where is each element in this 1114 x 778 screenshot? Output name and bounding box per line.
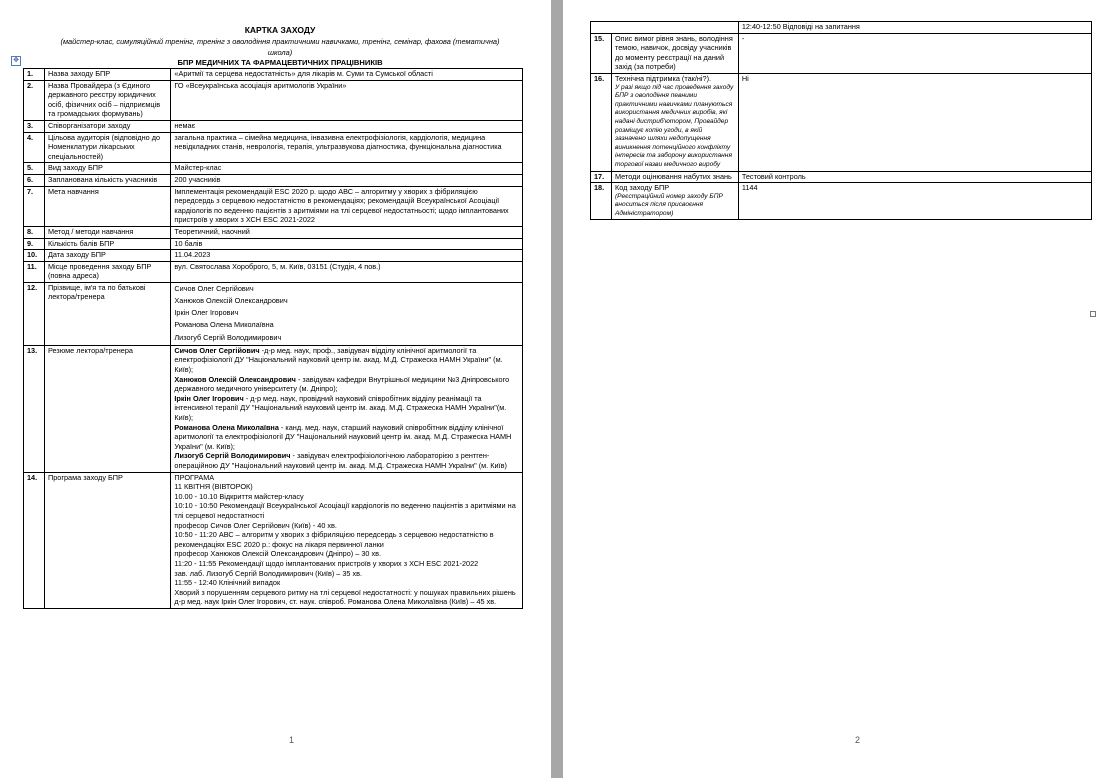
program-line: зав. лаб. Лизогуб Сергій Володимирович (Київ) – 35 хв. [174,568,363,578]
row-number: 13. [24,345,45,472]
row-label [611,171,738,183]
row-value: Тестовий контроль [738,171,1091,183]
table-row [24,472,523,608]
row-number: 9. [24,238,45,250]
resume-description: - д-р мед. наук, провідний науковий співробітник відділу реанімації та інтенсивної терапії ДУ "Національний науковий центр ім. акад. М.Д. Стражеска НАМН України"(м. Київ); [174,393,507,423]
row-label: Назва Провайдера (з Єдиного державного реєстру юридичних осіб, фізичних осіб – підприємців та громадських формувань) [44,80,170,120]
empty-cell [591,22,739,34]
row-value: Теоретичний, наочний [171,226,523,238]
program-line: 10:50 - 11:20 АВС – алгоритм у хворих з фібриляцією передсердь з серцевою недостатністю в рекомендаціях ESC 2020 р.: фокус на лікаря первинної ланки [174,530,494,549]
program-line: д-р мед. наук Іркін Олег Ігорович, ст. наук. співроб. Романова Олена Миколаївна (Київ) – 45 хв. [174,597,497,607]
table-move-handle-icon[interactable]: ✥ [11,56,21,66]
row-label: Запланована кількість учасників [44,174,170,186]
resume-description: - канд. мед. наук, старший науковий співробітник відділу клінічної аритмології та електрофізіології ДУ "Національний науковий центр ім. акад. М.Д. Стражеска НАМН України" (м. Київ); [174,422,512,451]
resume-name: Лизогуб Сергій Володимирович [174,451,291,461]
lecturer-name: Романова Олена Миколаївна [174,320,274,330]
row-label-text: Технічна підтримка (так/ні?). [614,73,712,83]
program-content [171,472,523,608]
table-row [24,174,523,186]
row-value: 1144 [738,183,1091,220]
program-line: професор Ханюков Олексій Олександрович (Дніпро) – 30 хв. [174,549,382,559]
resume-entry [174,346,519,375]
row-number: 18. [591,183,612,220]
program-line: 10:10 - 10:50 Рекомендації Всеукраїнської Асоціації кардіологів по веденню пацієнтів з аритміями на тлі серцевої недостатності [174,501,516,520]
row-label: Прізвище, ім'я та по батькові лектора/тренера [44,282,170,345]
resume-entry [174,394,519,423]
resume-entry [174,423,519,452]
row-value: - [738,33,1091,73]
table-row [24,186,523,226]
program-line: 10.00 - 10.10 Відкриття майстер-класу [174,491,304,501]
row-value: немає [171,120,523,132]
lecturer-name: Сичов Олег Сергійович [174,283,254,293]
resume-name: Романова Олена Миколаївна [174,422,279,432]
row-number: 6. [24,174,45,186]
resume-entry [174,375,519,394]
table-row [24,238,523,250]
program-line: ПРОГРАМА [174,472,215,482]
row-label: Метод / методи навчання [44,226,170,238]
table-row [24,132,523,163]
page-2 [563,0,1114,778]
row-value: Майстер-клас [171,163,523,175]
table-row [24,80,523,120]
row-value: 11.04.2023 [171,250,523,262]
program-line: 11:55 - 12:40 Клінічний випадок [174,578,281,588]
table-row [24,250,523,262]
row-label: Резюме лектора/тренера [44,345,170,472]
event-card-table-continued [590,21,1092,220]
row-number: 3. [24,120,45,132]
row-label: Дата заходу БПР [44,250,170,262]
row-note: У разі якщо під час проведення заходу БПР з оволодіння певними практичними навичками плануються використання медичних виробів, які надані дистриб'ютором, Провайдер розміщує копію угоди, в якій зазначено шляхи недопущення виникнення потенційного конфлікту інтересів та заборону використання торгової назви медичного виробу [614,83,734,168]
document-title: КАРТКА ЗАХОДУ [244,25,316,35]
row-number: 7. [24,186,45,226]
lecturer-name: Ханюков Олексій Олександрович [174,296,288,306]
lecturer-resumes [171,345,523,472]
table-resize-handle-icon[interactable] [1090,311,1096,317]
row-label [611,33,738,73]
row-label: Мета навчання [44,186,170,226]
resume-name: Ханюков Олексій Олександрович [174,374,296,384]
row-label: Вид заходу БПР [44,163,170,175]
row-value: Ні [738,73,1091,171]
row-number: 4. [24,132,45,163]
table-row [24,345,523,472]
resume-entry [174,451,519,470]
table-row [24,261,523,282]
table-row [591,73,1092,171]
table-row-continued [591,22,1092,34]
resume-description: - завідувач електрофізіологічною лабораторією з рентген-операційною ДУ "Національний науковий центр ім. акад. М.Д. Стражеска НАМН України" (м. Київ) [174,451,507,471]
row-value: 200 учасників [171,174,523,186]
row-number: 14. [24,472,45,608]
row-label: Місце проведення заходу БПР (повна адреса) [44,261,170,282]
event-card-table [23,68,523,609]
row-label: Програма заходу БПР [44,472,170,608]
row-number: 11. [24,261,45,282]
row-value: загальна практика – сімейна медицина, інвазивна електрофізіологія, кардіологія, медицина невідкладних станів, неврологія, терапія, ультразвукова діагностика, функціональна діагностика [171,132,523,163]
page-number: 2 [855,735,861,745]
row-number: 10. [24,250,45,262]
table-row [591,171,1092,183]
page-1 [0,0,551,778]
page-number: 1 [289,735,295,745]
resume-description: -д-р мед. наук, проф., завідувач відділу клінічної аритмології та електрофізіології ДУ "Національний науковий центр ім. акад. М.Д. Стражеска НАМН України" (м. Київ); [174,345,503,375]
row-value: Імплементація рекомендацій ESC 2020 р. щодо АВС – алгоритму у хворих з фібриляцією передсердь з серцевою недостатністю в рекомендаціях; рекомендацій Всеукраїнської Асоціації кардіологів по веденню пацієнтів з аритміями на тлі серцевої недостатньості; щодо імплантованих пристроїв у хворих з ХСН ESC 2021-2022 [171,186,523,226]
row-number: 8. [24,226,45,238]
row-label: Кількість балів БПР [44,238,170,250]
section-title: БПР МЕДИЧНИХ ТА ФАРМАЦЕВТИЧНИХ ПРАЦІВНИКІВ [177,58,383,67]
row-label: Співорганізатори заходу [44,120,170,132]
continued-program-line: 12:40-12:50 Відповіді на запитання [738,22,1091,34]
row-note: (Реєстраційний номер заходу БПР вноситься після присвоєння Адміністратором) [614,192,723,217]
row-number: 12. [24,282,45,345]
table-row [24,163,523,175]
row-label [611,183,738,220]
row-value: ГО «Всеукраїнська асоціація аритмологів України» [171,80,523,120]
row-label: Назва заходу БПР [44,69,170,81]
resume-name: Сичов Олег Сергійович [174,345,260,355]
row-label-text: Опис вимог рівня знань, володіння темою, навичок, досвіду учасників до моменту реєстрації на даний захід (за потреби) [614,33,733,72]
row-value: «Аритмії та серцева недостатність» для лікарів м. Суми та Сумської області [171,69,523,81]
row-number: 15. [591,33,612,73]
program-line: 11 КВІТНЯ (ВІВТОРОК) [174,482,253,492]
program-line: Хворий з порушенням серцевого ритму на тлі серцевої недостатності: у пошуках правильних рішень [174,587,516,597]
resume-name: Іркін Олег Ігорович [174,393,244,403]
lecturer-names [171,282,523,345]
row-number: 16. [591,73,612,171]
row-label: Цільова аудиторія (відповідно до Номенклатури лікарських спеціальностей) [44,132,170,163]
table-row [24,226,523,238]
row-number: 1. [24,69,45,81]
table-row [24,120,523,132]
table-row [591,33,1092,73]
table-row [591,183,1092,220]
row-number: 17. [591,171,612,183]
lecturer-name: Іркін Олег Ігорович [174,308,239,318]
resume-description: - завідувач кафедри Внутрішньої медицини №3 Дніпровського державного медичного університету (м. Дніпро); [174,374,510,394]
table-row [24,69,523,81]
row-label-text: Методи оцінювання набутих знань [614,171,732,181]
row-value: 10 балів [171,238,523,250]
document-subtitle: (майстер-клас, симуляційний тренінг, тренінг з оволодіння практичними навичками, тренінг, семінар, фахова (тематична) школа) [60,37,500,57]
page-gap [551,0,563,778]
row-value: вул. Святослава Хороброго, 5, м. Київ, 03151 (Студія, 4 пов.) [171,261,523,282]
row-number: 5. [24,163,45,175]
table-row [24,282,523,345]
row-number: 2. [24,80,45,120]
lecturer-name: Лизогуб Сергій Володимирович [174,332,282,342]
program-line: професор Сичов Олег Сергійович (Київ) - 40 хв. [174,520,337,530]
program-line: 11:20 - 11:55 Рекомендації щодо імплантованих пристроїв у хворих з ХСН ESC 2021-2022 [174,558,479,568]
row-label-text: Код заходу БПР [614,183,670,193]
row-label [611,73,738,171]
